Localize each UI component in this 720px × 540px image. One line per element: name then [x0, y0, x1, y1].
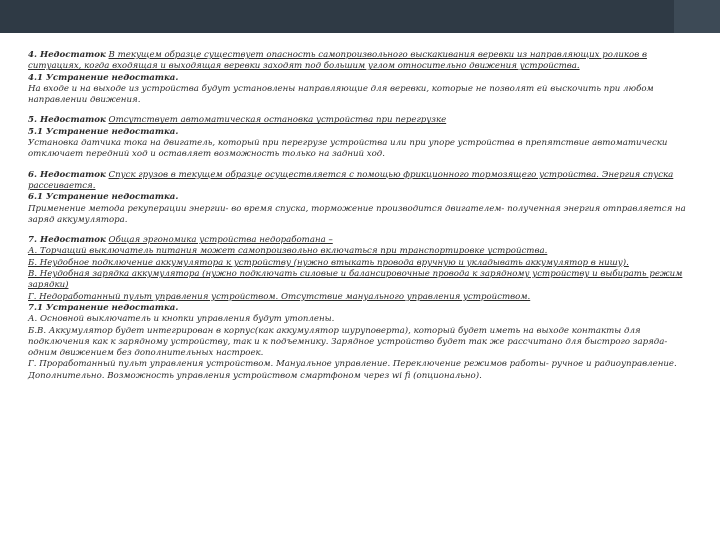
- issue-label: 7. Недостаток: [28, 235, 106, 246]
- issue-label: 4. Недостаток: [28, 50, 106, 60]
- issue-text: В текущем образце существует опасность самопроизвольного выскакивания веревки из направляющих роликов в ситуациях, когда входящая и выходящая веревки заходят под большим углом относительно движения устройства.: [28, 50, 647, 72]
- issue-4: [28, 50, 696, 73]
- fix-text: Применение метода рекуперации энергии- во время спуска, торможение производится двигателем- полученная энергия отправляется на заряд аккумулятора.: [28, 203, 686, 225]
- issue-item-c: В. Неудобная зарядка аккумулятора (нужно подключать силовые и балансировочные провода к зарядному устройству и выбирать режим зарядки): [28, 269, 683, 291]
- fix-label: 7.1 Устранение недостатка.: [28, 302, 179, 313]
- fix-text: Установка датчика тока на двигатель, который при перегрузе устройства или при упоре устройства в препятствие автоматически отключает передний ход и оставляет возможность только на задний ход.: [28, 138, 668, 160]
- fix-item-bc: Б.В. Аккумулятор будет интегрирован в корпус(как аккумулятор шуруповерта), который будет иметь на выходе контакты для подключения как к зарядному устройству, так и к подъемнику. Зарядное устройство будет так же рассчитано для быстрого заряда- одним движением без дополнительных настроек.: [28, 325, 668, 359]
- fix-item-a: А. Основной выключатель и кнопки управления будут утоплены.: [28, 314, 335, 325]
- issue-label: 6. Недостаток: [28, 169, 106, 180]
- issue-label: 5. Недостаток: [28, 115, 106, 126]
- issue-item-d: Г. Недоработанный пульт управления устройством. Отсутствие мануального управления устройством.: [28, 291, 531, 302]
- fix-label: 5.1 Устранение недостатка.: [28, 126, 179, 137]
- header-accent: [674, 0, 720, 33]
- issue-item-a: А. Торчащий выключатель питания может самопроизвольно включаться при транспортировке устройства.: [28, 246, 548, 257]
- document-body: [28, 50, 696, 382]
- fix-item-d: Г. Проработанный пульт управления устройством. Мануальное управление. Переключение режимов работы- ручное и радиоуправление.: [28, 359, 677, 370]
- issue-text: Спуск грузов в текущем образце осуществляется с помощью фрикционного тормозящего устройства. Энергия спуска рассеивается.: [28, 169, 674, 191]
- issue-5: [28, 115, 696, 126]
- issue-7: [28, 235, 696, 246]
- issue-6: [28, 170, 696, 193]
- issue-item-b: Б. Неудобное подключение аккумулятора к устройству (нужно втыкать провода вручную и укладывать аккумулятор в нишу).: [28, 257, 629, 268]
- header-bar: [0, 0, 720, 33]
- issue-text: Общая эргономика устройства недоработана –: [108, 235, 333, 246]
- fix-text: На входе и на выходе из устройства будут установлены направляющие для веревки, которые не позволят ей выскочить при любом направлении движения.: [28, 83, 654, 106]
- fix-item-extra: Дополнительно. Возможность управления устройством смартфоном через wi fi (опционально).: [28, 370, 482, 381]
- issue-text: Отсутствует автоматическая остановка устройства при перегрузке: [108, 115, 447, 126]
- fix-label: 4.1 Устранение недостатка.: [28, 72, 179, 83]
- fix-label: 6.1 Устранение недостатка.: [28, 192, 179, 203]
